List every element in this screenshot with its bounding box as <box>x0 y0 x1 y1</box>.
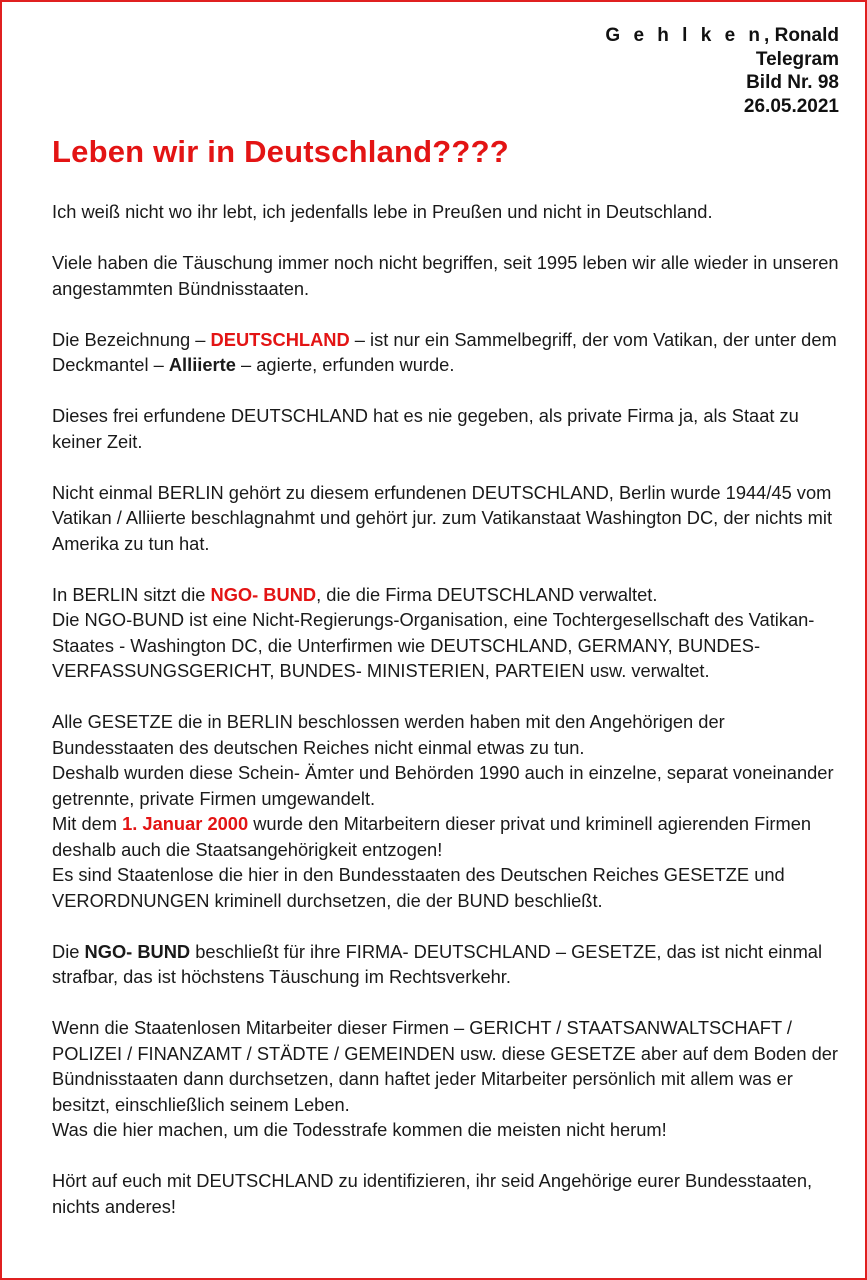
paragraph-5: Nicht einmal BERLIN gehört zu diesem erfundenen DEUTSCHLAND, Berlin wurde 1944/45 vom Vatikan / Alliierte beschlagnahmt und gehört jur. zum Vatikanstaat Washington DC, der nichts mit Amerika zu tun hat. <box>52 481 833 554</box>
highlight-ngo-bund: NGO- BUND <box>210 583 317 605</box>
highlight-ngo-bund-bold: NGO- BUND <box>84 940 191 962</box>
image-number: Bild Nr. 98 <box>746 72 839 93</box>
paragraph-6: In BERLIN sitzt die NGO- BUND, die die Firma DEUTSCHLAND verwaltet. Die NGO-BUND ist eine Nicht-Regierungs-Organisation, eine Tochtergesellschaft des Vatikan- Staates - Washington DC, die Unterfirmen wie DEUTSCHLAND, GERMANY, BUNDES- VERFASSUNGSGERICHT, BUNDES- MINISTERIEN, PARTEIEN usw. verwaltet. <box>52 583 815 681</box>
paragraph-3: Die Bezeichnung – DEUTSCHLAND – ist nur ein Sammelbegriff, der vom Vatikan, der unter dem Deckmantel – Alliierte – agierte, erfunden wurde. <box>52 328 837 375</box>
source: Telegram <box>755 48 839 70</box>
paragraph-10: Hört auf euch mit DEUTSCHLAND zu identifizieren, ihr seid Angehörige eurer Bundesstaaten, nichts anderes! <box>52 1170 813 1217</box>
paragraph-1: Ich weiß nicht wo ihr lebt, ich jedenfalls lebe in Preußen und nicht in Deutschland. <box>52 201 713 222</box>
author: G e h l k e n, Ronald <box>605 25 839 46</box>
highlight-date: 1. Januar 2000 <box>122 813 249 834</box>
highlight-alliierte: Alliierte <box>168 354 236 375</box>
date: 26.05.2021 <box>743 95 839 117</box>
body-text <box>52 199 842 1245</box>
paragraph-7: Alle GESETZE die in BERLIN beschlossen werden haben mit den Angehörigen der Bundesstaaten des deutschen Reiches nicht einmal etwas zu tun. Deshalb wurden diese Schein- Ämter und Behörden 1990 auch in einzelne, separat voneinander getrennte, private Firmen umgewandelt. Mit dem 1. Januar 2000 wurde den Mitarbeitern dieser privat und kriminell agierenden Firmen deshalb auch die Staatsangehörigkeit entzogen! Es sind Staatenlose die hier in den Bundesstaaten des Deutschen Reiches GESETZE und VERORDNUNGEN kriminell durchsetzen, die der BUND beschließt. <box>52 711 834 911</box>
page-title: Leben wir in Deutschland???? <box>52 134 509 169</box>
paragraph-4: Dieses frei erfundene DEUTSCHLAND hat es nie gegeben, als private Firma ja, als Staat zu keiner Zeit. <box>52 405 799 452</box>
highlight-deutschland: DEUTSCHLAND <box>210 328 350 350</box>
header-block <box>605 24 839 118</box>
paragraph-2: Viele haben die Täuschung immer noch nicht begriffen, seit 1995 leben wir alle wieder in unseren angestammten Bündnisstaaten. <box>52 252 839 299</box>
paragraph-8: Die NGO- BUND beschließt für ihre FIRMA- DEUTSCHLAND – GESETZE, das ist nicht einmal strafbar, das ist höchstens Täuschung im Rechtsverkehr. <box>52 940 823 987</box>
paragraph-9: Wenn die Staatenlosen Mitarbeiter dieser Firmen – GERICHT / STAATSANWALTSCHAFT / POLIZEI / FINANZAMT / STÄDTE / GEMEINDEN usw. diese GESETZE aber auf dem Boden der Bündnisstaaten dann durchsetzen, dann haftet jeder Mitarbeiter persönlich mit allem was er besitzt, einschließlich seinem Leben. Was die hier machen, um die Todesstrafe kommen die meisten nicht herum! <box>52 1017 839 1140</box>
